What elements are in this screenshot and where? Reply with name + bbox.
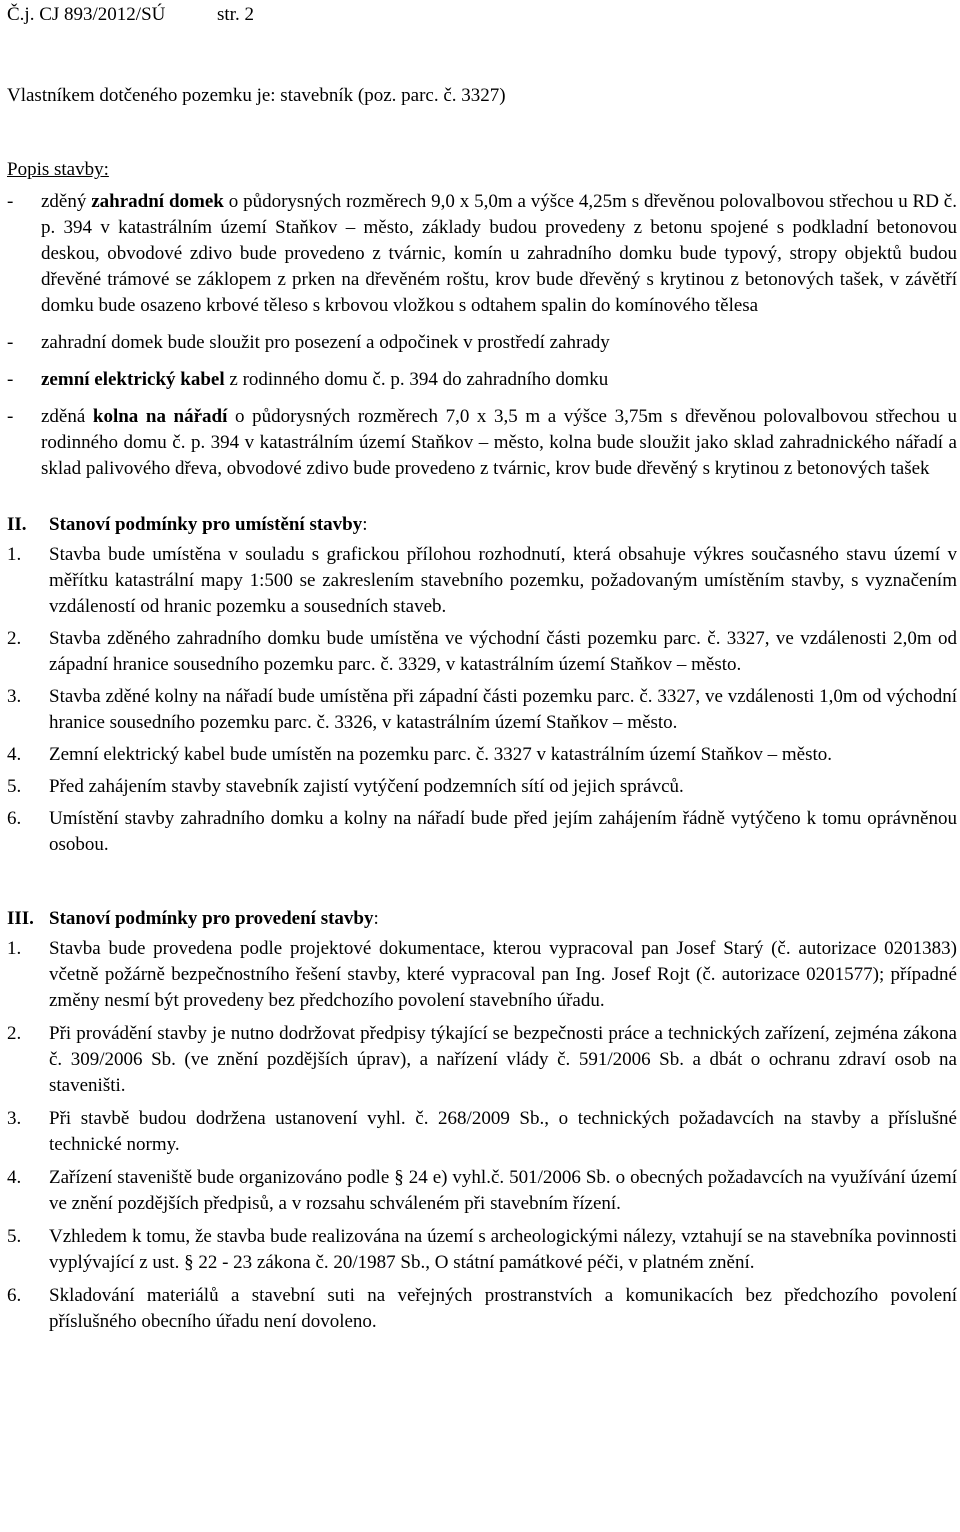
section2-item xyxy=(7,806,957,858)
owner-line: Vlastníkem dotčeného pozemku je: stavebník (poz. parc. č. 3327) xyxy=(7,85,506,106)
section2-item xyxy=(7,742,957,768)
item-number: 6. xyxy=(7,1285,22,1306)
dash-marker: - xyxy=(7,191,14,212)
item-text: Stavba zděné kolny na nářadí bude umístěna při západní části pozemku parc. č. 3327, ve vzdálenosti 1,0m od východní hranice sousedního pozemku parc. č. 3326, v katastrálním území Staňkov – město. xyxy=(49,686,957,733)
item-number: 4. xyxy=(7,1167,22,1188)
popis-item-bold-text: kolna na nářadí xyxy=(92,406,228,427)
item-number: 1. xyxy=(7,938,22,959)
section-3-number: III. xyxy=(7,908,34,929)
section-3-list xyxy=(7,936,957,1335)
dash-marker: - xyxy=(7,332,14,353)
section2-item xyxy=(7,542,957,620)
popis-item xyxy=(7,367,957,393)
item-text: Při stavbě budou dodržena ustanovení vyhl. č. 268/2009 Sb., o technických požadavcích na stavby a příslušné technické normy. xyxy=(49,1108,957,1155)
section3-item xyxy=(7,1165,957,1217)
item-number: 4. xyxy=(7,744,22,765)
item-number: 1. xyxy=(7,544,22,565)
section-2-title: Stanoví podmínky pro umístění stavby xyxy=(49,514,363,535)
popis-item-text: zděný xyxy=(41,191,92,212)
item-text: Vzhledem k tomu, že stavba bude realizována na území s archeologickými nálezy, vztahují se na stavebníka povinnosti vyplývající z ust. § 22 - 23 zákona č. 20/1987 Sb., O státní památkové péči, v platném znění. xyxy=(49,1226,957,1273)
dash-marker: - xyxy=(7,369,14,390)
popis-item xyxy=(7,189,957,319)
item-text: Stavba zděného zahradního domku bude umístěna ve východní části pozemku parc. č. 3327, ve vzdálenosti 2,0m od západní hranice sousedního pozemku parc. č. 3329, v katastrálním území Staňkov – město. xyxy=(49,628,957,675)
section2-item xyxy=(7,774,957,800)
section3-item xyxy=(7,1106,957,1158)
item-text: Stavba bude provedena podle projektové dokumentace, kterou vypracoval pan Josef Starý (č. autorizace 0201383) včetně požárně bezpečnostního řešení stavby, které vypracoval pan Ing. Josef Rojt (č. autorizace 0201577); případné změny nesmí být provedeny bez předchozího povolení stavebního úřadu. xyxy=(49,938,957,1011)
section-2-number: II. xyxy=(7,514,27,535)
item-text: Při provádění stavby je nutno dodržovat předpisy týkající se bezpečnosti práce a technických zařízení, zejména zákona č. 309/2006 Sb. (ve znění pozdějších úprav), a nařízení vlády č. 591/2006 Sb. a dbát o ochranu zdraví osob na staveništi. xyxy=(49,1023,957,1096)
popis-item-text: z rodinného domu č. p. 394 do zahradního domku xyxy=(224,369,609,390)
item-number: 3. xyxy=(7,686,22,707)
item-text: Zemní elektrický kabel bude umístěn na pozemku parc. č. 3327 v katastrálním území Staňkov – město. xyxy=(49,744,833,765)
section-2-heading: II. Stanoví podmínky pro umístění stavby: xyxy=(7,512,957,538)
section3-item xyxy=(7,936,957,1014)
popis-item xyxy=(7,404,957,482)
section3-item xyxy=(7,1021,957,1099)
popis-title: Popis stavby: xyxy=(7,159,109,180)
reference-number: Č.j. CJ 893/2012/SÚ xyxy=(7,4,166,25)
dash-marker: - xyxy=(7,406,14,427)
item-text: Stavba bude umístěna v souladu s grafickou přílohou rozhodnutí, která obsahuje výkres současného stavu území v měřítku katastrální mapy 1:500 se zakreslením stavebního pozemku, požadovaným umístěním stavby, s vyznačením vzdáleností od hranic pozemku a sousedních staveb. xyxy=(49,544,957,617)
popis-item-bold-text: zemní elektrický kabel xyxy=(41,369,225,390)
popis-item-text: o půdorysných rozměrech 7,0 x 3,5 m a výšce 3,75m s dřevěnou polovalbovou střechou u rodinného domu č. p. 394 v katastrálním území Staňkov – město, kolna bude sloužit jako sklad zahradnického nářadí a sklad palivového dřeva, obvodové zdivo bude provedeno z tvárnic, krov bude dřevěný s krytinou z betonových tašek xyxy=(41,406,957,479)
page-header xyxy=(7,2,957,28)
popis-item xyxy=(7,330,957,356)
popis-list xyxy=(7,189,957,482)
document-page xyxy=(7,0,957,1342)
item-number: 2. xyxy=(7,1023,22,1044)
item-text: Umístění stavby zahradního domku a kolny na nářadí bude před jejím zahájením řádně vytýčeno k tomu oprávněnou osobou. xyxy=(49,808,957,855)
section-3-title: Stanoví podmínky pro provedení stavby xyxy=(49,908,374,929)
item-number: 2. xyxy=(7,628,22,649)
popis-item-bold-text: zahradní domek xyxy=(91,191,224,212)
item-text: Skladování materiálů a stavební suti na veřejných prostranstvích a komunikacích bez předchozího povolení příslušného obecního úřadu není dovoleno. xyxy=(49,1285,957,1332)
item-number: 5. xyxy=(7,1226,22,1247)
item-text: Před zahájením stavby stavebník zajistí vytýčení podzemních sítí od jejich správců. xyxy=(49,776,684,797)
item-number: 6. xyxy=(7,808,22,829)
item-number: 5. xyxy=(7,776,22,797)
section2-item xyxy=(7,626,957,678)
popis-item-text: o půdorysných rozměrech 9,0 x 5,0m a výšce 4,25m s dřevěnou polovalbovou střechou u RD č. p. 394 v katastrálním území Staňkov – město, základy budou provedeny z betonu spojené s podkladní betonovou deskou, obvodové zdivo bude provedeno z tvárnic, komín u zahradního domku bude typový, stropy objektů budou dřevěné trámové se záklopem z prken na dřevěném roštu, krov bude dřevěný s krytinou z betonových tašek, v závětří domku bude osazeno krbové těleso s krbovou vložkou s odtahem spalin do komínového tělesa xyxy=(41,191,957,316)
section-2-list xyxy=(7,542,957,858)
section3-item xyxy=(7,1224,957,1276)
page-number: str. 2 xyxy=(217,4,254,25)
item-text: Zařízení staveniště bude organizováno podle § 24 e) vyhl.č. 501/2006 Sb. o obecných požadavcích na využívání území ve znění pozdějších předpisů, a v rozsahu schváleném při stavebním řízení. xyxy=(49,1167,957,1214)
popis-item-text: zahradní domek bude sloužit pro posezení a odpočinek v prostředí zahrady xyxy=(41,332,610,353)
section-3-heading: III. Stanoví podmínky pro provedení stavby: xyxy=(7,906,957,932)
popis-item-text: zděná xyxy=(41,406,93,427)
section3-item xyxy=(7,1283,957,1335)
section2-item xyxy=(7,684,957,736)
item-number: 3. xyxy=(7,1108,22,1129)
